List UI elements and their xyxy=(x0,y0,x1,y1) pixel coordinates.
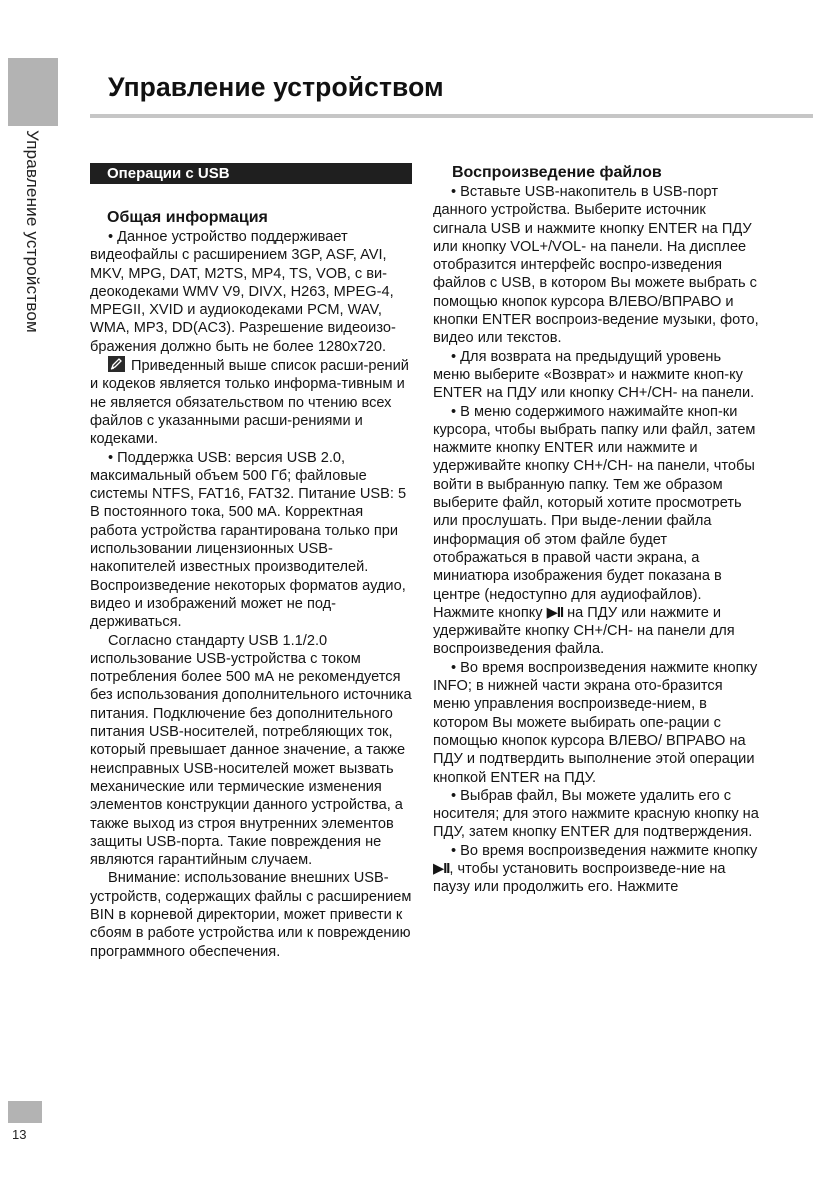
section-heading-usb: Операции с USB xyxy=(90,163,412,184)
note-pencil-icon xyxy=(108,356,125,372)
note-paragraph xyxy=(90,356,412,448)
paragraph-info: • Во время воспроизведения нажмите кнопку INFO; в нижней части экрана ото-бразится меню управления воспроизведе-нием, в котором Вы можете выбирать опе-рации с помощью кнопок курсора ВЛЕВО/ ВПРАВО на ПДУ и подтвердить выполнение этой операции кнопкой ENTER на ПДУ. xyxy=(433,659,758,786)
paragraph-usb-support: • Поддержка USB: версия USB 2.0, максимальный объем 500 Гб; файловые системы NTFS, FAT16, FAT32. Питание USB: 5 В постоянного тока, 500 мА. Корректная работа устройства гарантирована только при использовании лицензионных USB-накопителей известных производителей. Воспроизведение некоторых форматов аудио, видео и изображений может не под-держиваться. xyxy=(90,449,407,631)
paragraph-pause xyxy=(433,842,759,897)
subheading-playback: Воспроизведение файлов xyxy=(452,164,662,181)
paragraph-insert-usb: • Вставьте USB-накопитель в USB-порт данного устройства. Выберите источник сигнала USB и нажмите кнопку ENTER на ПДУ или кнопку VOL+/VOL- на панели. На дисплее отобразится интерфейс воспро-изведения файлов с USB, в котором Вы можете выбрать с помощью кнопок курсора ВЛЕВО/ВПРАВО и кнопки ENTER воспроиз-ведение музыки, фото, видео или текстов. xyxy=(433,184,759,347)
paragraph-warning: Внимание: использование внешних USB-устройств, содержащих файлы с расширением BIN в корневой директории, может привести к сбоям в работе устройства или к повреждению программного обеспечения. xyxy=(90,870,412,960)
play-pause-icon: ▶II xyxy=(546,604,564,621)
paragraph-return: • Для возврата на предыдущий уровень меню выберите «Возврат» и нажмите кноп-ку ENTER на ПДУ или кнопку CH+/CH- на панели. xyxy=(433,348,755,402)
right-column xyxy=(433,163,759,897)
paragraph-content-menu xyxy=(433,403,759,659)
paragraph-delete: • Выбрав файл, Вы можете удалить его с носителя; для этого нажмите красную кнопку на ПДУ, затем кнопку ENTER для подтверждения. xyxy=(433,787,759,841)
content-menu-text: • В меню содержимого нажимайте кноп-ки курсора, чтобы выбрать папку или файл, затем нажмите кнопку ENTER или нажмите и удерживайте кнопку CH+/CH- на панели, чтобы войти в выбранную папку. Тем же образом выберите файл, который хотите просмотреть или прослушать. При выде-лении файла информация об этом файле будет отображаться в правой части экрана, а миниатюра изображения будет показана в центре (недоступно для аудиофайлов). Нажмите кнопку xyxy=(433,403,756,621)
content-menu-text-end: на ПДУ или нажмите и удерживайте кнопку CH+/CH- на панели для воспроизведения файла. xyxy=(433,604,735,658)
title-divider xyxy=(90,114,813,118)
page-title: Управление устройством xyxy=(108,72,444,102)
page-number: 13 xyxy=(12,1127,27,1142)
side-section-title: Управление устройством xyxy=(23,130,42,333)
paragraph-formats: • Данное устройство поддерживает видеофайлы с расширением 3GP, ASF, AVI, MKV, MPG, DAT, M2TS, MP4, TS, VOB, с ви-деокодеками WMV V9, DIVX, H263, MPEG-4, MPEGII, XVID и аудиокодеками PCM, WAV, WMA, MP3, DD(AC3). Разрешение видеоизо-бражения должно быть не более 1280x720. xyxy=(90,229,396,355)
footer-tab-marker xyxy=(8,1101,42,1123)
pause-text: • Во время воспроизведения нажмите кнопку xyxy=(451,842,758,859)
subheading-general-info: Общая информация xyxy=(107,209,268,226)
paragraph-usb-standard: Согласно стандарту USB 1.1/2.0 использование USB-устройства с током потребления более 500 мА не рекомендуется без использования дополнительного источника питания. Подключение без дополнительного питания USB-носителей, потребляющих ток, который превышает данное значение, а также неисправных USB-носителей может вызвать механические или термические изменения элементов конструкции данного устройства, а также выход из строя внутренних элементов защиты USB-порта. Такие повреждения не являются гарантийным случаем. xyxy=(90,632,412,869)
side-tab-marker xyxy=(8,58,58,126)
pause-text-end: , чтобы установить воспроизведе-ние на паузу или продолжить его. Нажмите xyxy=(433,860,726,896)
play-pause-icon-2: ▶II xyxy=(433,860,450,877)
left-column xyxy=(90,163,412,961)
note-text: Приведенный выше список расши-рений и кодеков является только информа-тивным и не является обязательством по чтению всех файлов с указанными расши-рениями и кодеками. xyxy=(90,358,409,448)
